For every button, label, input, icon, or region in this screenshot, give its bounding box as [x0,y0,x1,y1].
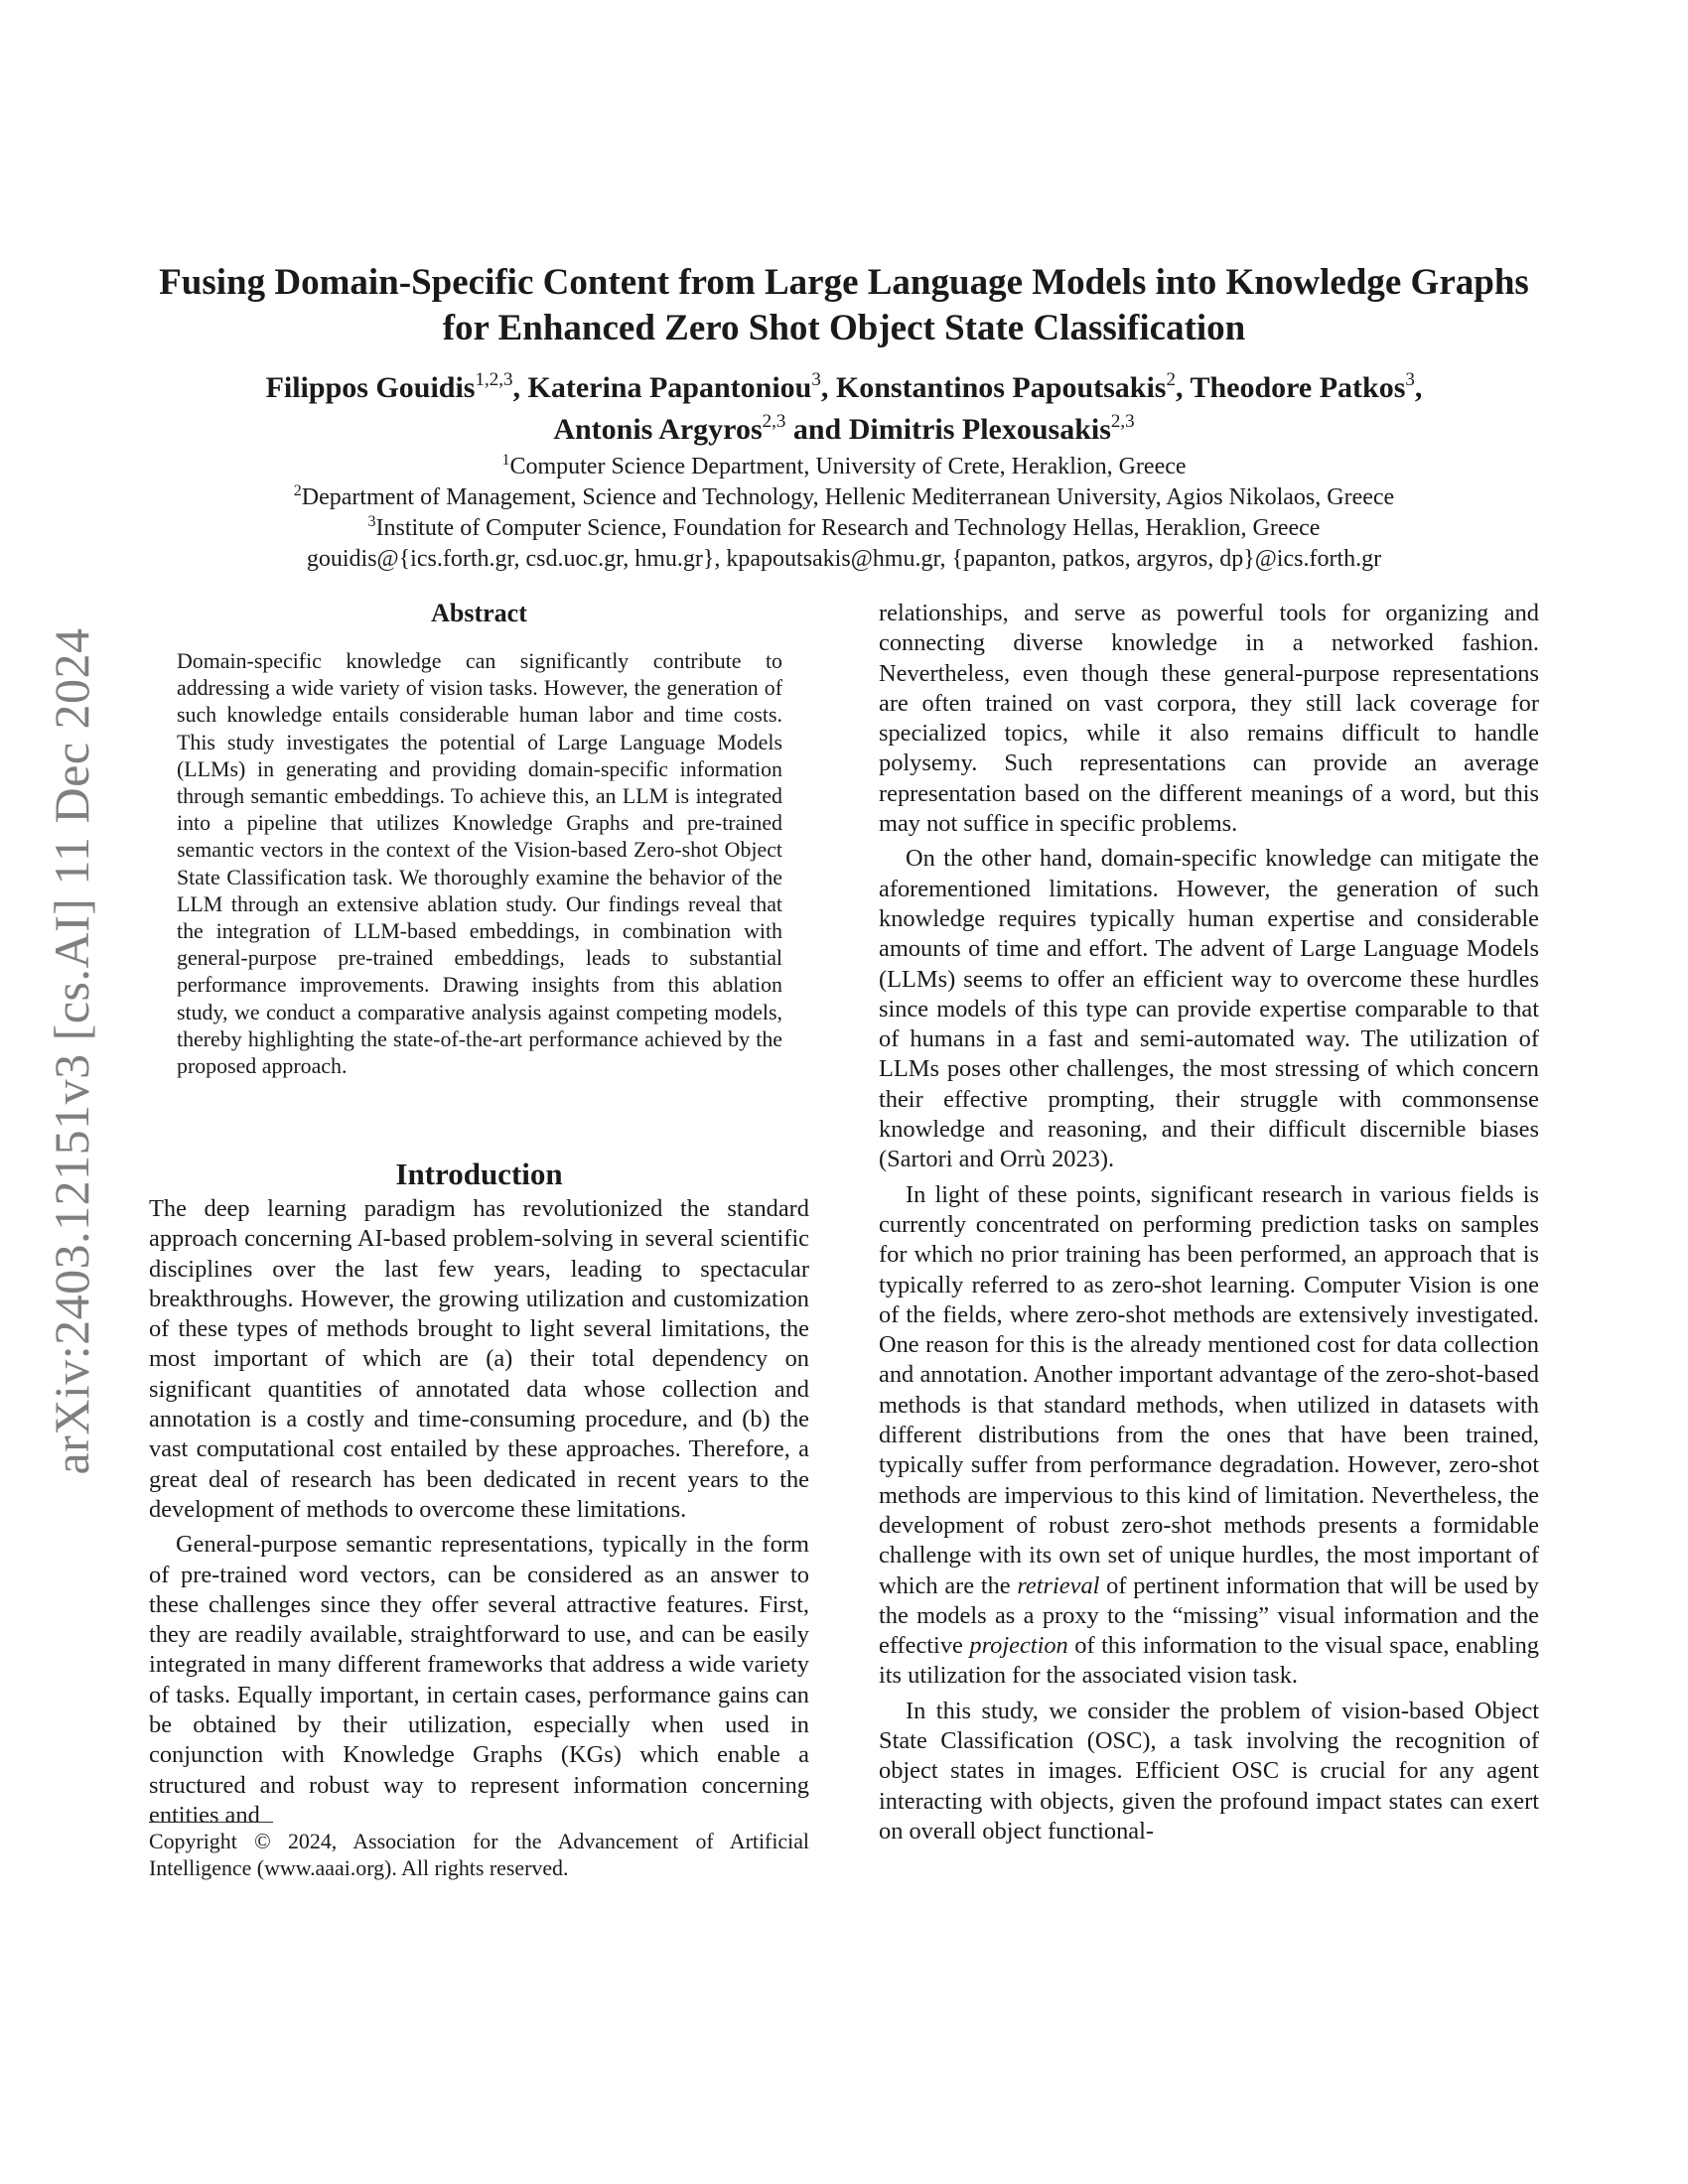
author: Filippos Gouidis [265,371,476,404]
author-emails: gouidis@{ics.forth.gr, csd.uoc.gr, hmu.gr}, kpapoutsakis@hmu.gr, {papanton, patkos, argyros, dp}@ics.forth.gr [306,546,1382,572]
author: Antonis Argyros [553,413,763,446]
affiliation-text: Institute of Computer Science, Foundation for Research and Technology Hellas, Heraklion, Greece [375,515,1321,541]
emphasis: retrieval [1017,1571,1100,1599]
author-affil-mark: 2,3 [1110,411,1135,432]
paragraph: On the other hand, domain-specific knowledge can mitigate the aforementioned limitations. However, the generation of such knowledge requires typically human expertise and considerable amounts of time and effort. The advent of Large Language Models (LLMs) seems to offer an efficient way to overcome these hurdles since models of this type can provide expertise comparable to that of humans in a fast and semi-automated way. The utilization of LLMs poses other challenges, the most stressing of which concern their effective prompting, their struggle with commonsense knowledge and reasoning, and their difficult discernible biases (Sartori and Orrù 2023). [879,845,1539,1173]
author-list [149,367,1539,451]
author-separator: , [1175,371,1191,404]
affiliations [149,452,1539,575]
affiliation [149,513,1539,544]
author-affil-mark: 3 [811,369,821,390]
emphasis: projection [969,1632,1068,1660]
author-affil-mark: 2 [1166,369,1176,390]
affiliation-mark: 3 [367,513,376,530]
affiliation-text: Computer Science Department, University of Crete, Heraklion, Greece [509,454,1187,479]
introduction-heading: Introduction [395,1157,563,1191]
abstract-text: Domain-specific knowledge can significantly contribute to addressing a wide variety of vision tasks. However, the generation of such knowledge entails considerable human labor and time costs. This study investigates the potential of Large Language Models (LLMs) in generating and providing domain-specific information through semantic embeddings. To achieve this, an LLM is integrated into a pipeline that utilizes Knowledge Graphs and pre-trained semantic vectors in the context of the Vision-based Zero-shot Object State Classification task. We thoroughly examine the behavior of the LLM through an extensive ablation study. Our findings reveal that the integration of LLM-based embeddings, in combination with general-purpose pre-trained embeddings, leads to substantial performance improvements. Drawing insights from this ablation study, we conduct a comparative analysis against competing models, thereby highlighting the state-of-the-art performance achieved by the proposed approach. [177,648,782,1079]
copyright-notice: Copyright © 2024, Association for the Advancement of Artificial Intelligence (www.aaai.org). All rights reserved. [149,1829,809,1881]
paragraph: relationships, and serve as powerful tools for organizing and connecting diverse knowledge in a networked fashion. Nevertheless, even though these general-purpose representations are often trained on vast corpora, they still lack coverage for specialized topics, while it also remains difficult to handle polysemy. Such representations can provide an average representation based on the different meanings of a word, but this may not suffice in specific problems. [879,600,1539,838]
paragraph-text: In light of these points, significant research in various fields is currently concentrated on performing prediction tasks on samples for which no prior training has been performed, an approach that is typically referred to as zero-shot learning. Computer Vision is one of the fields, where zero-shot methods are extensively investigated. One reason for this is the already mentioned cost for data collection and annotation. Another important advantage of the zero-shot-based methods is that standard methods, when utilized in datasets with different distributions from the ones that have been trained, typically suffer from performance degradation. However, zero-shot methods are impervious to this kind of limitation. Nevertheless, the development of robust zero-shot methods presents a formidable challenge with its own set of unique hurdles, the most important of which are the [879,1180,1539,1599]
right-column [879,599,1539,1846]
affiliation-mark: 2 [293,482,302,499]
paragraph-text: of this information to the visual space, enabling its utilization for the associated vision task. [879,1632,1539,1690]
author-affil-mark: 3 [1405,369,1415,390]
author: Konstantinos Papoutsakis [835,371,1167,404]
author: Theodore Patkos [1190,371,1406,404]
affiliation [149,482,1539,513]
author-separator: , [512,371,528,404]
paragraph: The deep learning paradigm has revolutionized the standard approach concerning AI-based problem-solving in several scientific disciplines over the last few years, leading to spectacular breakthroughs. However, the growing utilization and customization of these types of methods brought to light several limitations, the most important of which are (a) their total dependency on significant quantities of annotated data whose collection and annotation is a costly and time-consuming procedure, and (b) the vast computational cost entailed by these approaches. Therefore, a great deal of research has been dedicated in recent years to the development of methods to overcome these limitations. [149,1195,809,1523]
paragraph [879,1180,1539,1692]
footnote-rule [149,1822,273,1823]
author: Dimitris Plexousakis [848,413,1111,446]
author-separator: and [785,413,849,446]
paper-title: Fusing Domain-Specific Content from Large Language Models into Knowledge Graphs for Enhanced Zero Shot Object State Classification [159,262,1529,348]
paragraph: In this study, we consider the problem of vision-based Object State Classification (OSC), a task involving the recognition of object states in images. Efficient OSC is crucial for any agent interacting with objects, given the profound impact states can exert on overall object functional- [879,1697,1539,1844]
affiliation-mark: 1 [501,452,510,469]
author-separator: , [820,371,836,404]
affiliation-text: Department of Management, Science and Technology, Hellenic Mediterranean University, Agios Nikolaos, Greece [301,484,1395,510]
affiliation [149,452,1539,482]
author: Katerina Papantoniou [527,371,812,404]
arxiv-identifier: arXiv:2403.12151v3 [cs.AI] 11 Dec 2024 [44,627,99,1475]
author-affil-mark: 1,2,3 [475,369,513,390]
paragraph: General-purpose semantic representations, typically in the form of pre-trained word vectors, can be considered as an answer to these challenges since they offer several attractive features. First, they are readily available, straightforward to use, and can be easily integrated in many different frameworks that address a wide variety of tasks. Equally important, in certain cases, performance gains can be obtained by their utilization, especially when used in conjunction with Knowledge Graphs (KGs) which enable a structured and robust way to represent information concerning entities and [149,1531,809,1829]
author-separator: , [1414,371,1423,404]
left-column [149,1194,809,1831]
author-affil-mark: 2,3 [762,411,786,432]
abstract-heading: Abstract [431,599,527,627]
abstract [177,647,782,1079]
paragraph-text: of pertinent information that will be used by the models as a proxy to the “missing” visual information and the effective [879,1571,1539,1660]
